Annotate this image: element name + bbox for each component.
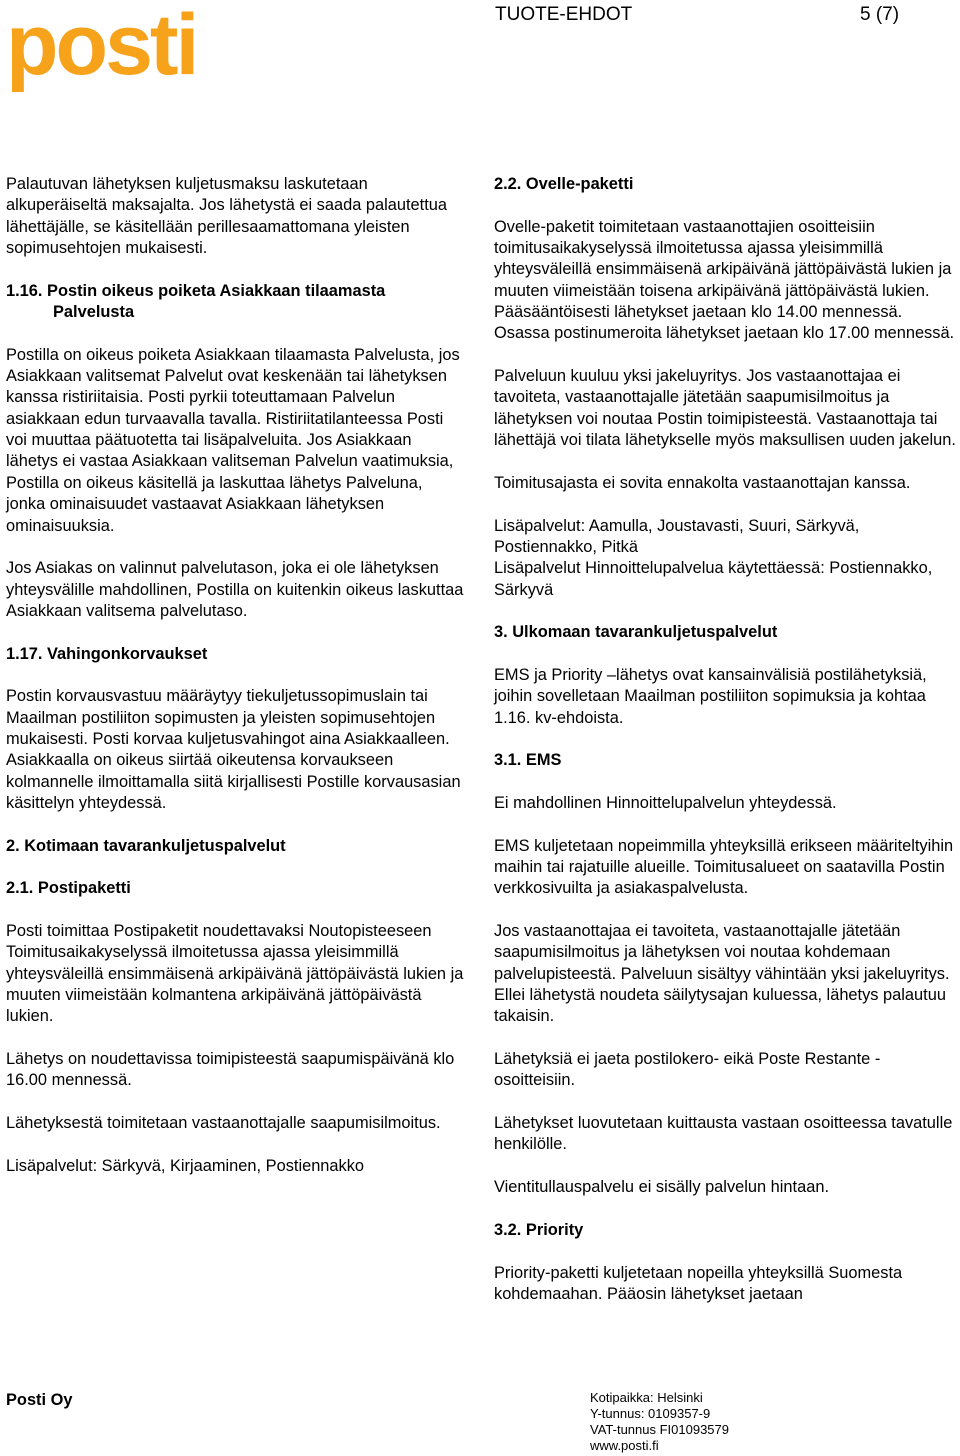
extra-services-line: Lisäpalvelut: Aamulla, Joustavasti, Suuri, Särkyvä, Postiennakko, Pitkä xyxy=(494,516,860,556)
paragraph-2-1-d: Lisäpalvelut: Särkyvä, Kirjaaminen, Postiennakko xyxy=(6,1156,365,1175)
document-title: TUOTE-EHDOT xyxy=(495,4,633,25)
posti-logo xyxy=(6,4,196,96)
svg-text:posti: posti xyxy=(6,4,196,93)
heading-2-2: 2.2. Ovelle-paketti xyxy=(494,175,634,193)
extra-services-pricing-line: Lisäpalvelut Hinnoittelupalvelua käytettäessä: Postiennakko, Särkyvä xyxy=(494,559,933,599)
footer-company-name: Posti Oy xyxy=(6,1391,73,1409)
paragraph-3: EMS ja Priority –lähetys ovat kansainvälisiä postilähetyksiä, joihin sovelletaan Maailman postiliiton sopimuksia ja kohtaa 1.16. kv-ehdoista. xyxy=(494,665,927,727)
paragraph-2-2-a: Ovelle-paketit toimitetaan vastaanottajien osoitteisiin toimitusaikakyselyssä ilmoitetussa ajassa yleisimmillä yhteysväleillä ensimmäisenä arkipäivänä jättöpäivästä lukien ja muuten viimeistään toisena arkipäivänä jättöpäivästä lukien. Pääsääntöisesti lähetykset jaetaan klo 14.00 mennessä. Osassa postinumeroita lähetykset jaetaan klo 17.00 mennessä. xyxy=(494,217,955,343)
heading-2: 2. Kotimaan tavarankuljetuspalvelut xyxy=(6,836,286,855)
paragraph-1-16-b: Jos Asiakas on valinnut palvelutason, joka ei ole lähetyksen yhteysvälille mahdollinen, Postilla on kuitenkin oikeus laskuttaa Asiakkaan valitsema palvelutaso. xyxy=(6,559,464,620)
heading-1-17: 1.17. Vahingonkorvaukset xyxy=(6,644,208,663)
paragraph-1-17: Postin korvausvastuu määräytyy tiekuljetussopimuslain tai Maailman postiliiton sopimusten ja yleisten sopimusehtojen mukaisesti. Posti korvaa kuljetusvahingot aina Asiakkaalleen. Asiakkaalla on oikeus siirtää oikeutensa korvaukseen kolmannelle ilmoittamalla siitä kirjallisesti Postille korvausasian käsittelyn yhteydessä. xyxy=(6,687,461,812)
paragraph-2-1-b: Lähetys on noudettavissa toimipisteestä saapumispäivänä klo 16.00 mennessä. xyxy=(6,1050,455,1090)
page-number: 5 (7) xyxy=(860,4,900,25)
heading-3-2: 3.2. Priority xyxy=(494,1220,584,1239)
paragraph-3-1-f: Vientitullauspalvelu ei sisälly palvelun hintaan. xyxy=(494,1178,830,1197)
paragraph-1-16-a: Postilla on oikeus poiketa Asiakkaan tilaamasta Palvelusta, jos Asiakkaan valitsemat Palvelut ovat keskenään tai lähetyksen kanssa ristiriitaisia. Posti pyrkii toteuttamaan Palvelun asiakkaan edun turvaavalla tavalla. Ristiriitatilanteessa Posti voi muuttaa päätuotetta tai lisäpalveluita. Jos Asiakkaan lähetys ei vastaa Asiakkaan valitseman Palvelun vaatimuksia, Postilla on oikeus käsitellä ja laskuttaa lähetys Palveluna, jonka ominaisuudet vastaavat Asiakkaan lähetyksen ominaisuuksia. xyxy=(6,345,460,535)
footer-website-link[interactable]: www.posti.fi xyxy=(590,1438,659,1453)
heading-2-1: 2.1. Postipaketti xyxy=(6,879,131,898)
heading-3: 3. Ulkomaan tavarankuljetuspalvelut xyxy=(494,623,778,642)
paragraph-2-1-a: Posti toimittaa Postipaketit noudettavaksi Noutopisteeseen Toimitusaikakyselyssä ilmoitetussa ajassa yleisimmillä yhteysväleillä ensimmäisenä arkipäivänä jättöpäivästä lukien ja muuten viimeistään kolmantena arkipäivänä jättöpäivästä lukien. xyxy=(6,922,464,1026)
footer-business-id: Y-tunnus: 0109357-9 xyxy=(590,1406,711,1421)
left-column xyxy=(6,174,466,1199)
paragraph-3-1-a: Ei mahdollinen Hinnoittelupalvelun yhteydessä. xyxy=(494,793,837,812)
paragraph-3-1-e: Lähetykset luovutetaan kuittausta vastaan osoitteessa tavatulle henkilölle. xyxy=(494,1114,953,1154)
paragraph-3-2: Priority-paketti kuljetetaan nopeilla yhteyksillä Suomesta kohdemaahan. Pääosin lähetykset jaetaan xyxy=(494,1263,903,1303)
footer-company-info xyxy=(590,1390,729,1454)
paragraph-3-1-d: Lähetyksiä ei jaeta postilokero- eikä Poste Restante -osoitteisiin. xyxy=(494,1050,881,1090)
paragraph-2-2-c: Toimitusajasta ei sovita ennakolta vastaanottajan kanssa. xyxy=(494,473,911,492)
heading-1-16: 1.16. Postin oikeus poiketa Asiakkaan tilaamasta Palvelusta xyxy=(6,281,386,322)
paragraph-2-1-c: Lähetyksestä toimitetaan vastaanottajalle saapumisilmoitus. xyxy=(6,1114,441,1133)
paragraph-return-cost: Palautuvan lähetyksen kuljetusmaksu laskutetaan alkuperäiseltä maksajalta. Jos lähetystä ei saada palautettua lähettäjälle, se käsitellään perillesaamattomana yleisten sopimusehtojen mukaisesti. xyxy=(6,175,447,258)
paragraph-3-1-c: Jos vastaanottajaa ei tavoiteta, vastaanottajalle jätetään saapumisilmoitus ja lähetyksen voi noutaa kohdemaan palvelupisteestä. Palveluun sisältyy vähintään yksi jakeluyritys. Ellei lähetystä noudeta säilytysajan kuluessa, lähetys palautuu takaisin. xyxy=(494,922,950,1026)
paragraph-2-2-b: Palveluun kuuluu yksi jakeluyritys. Jos vastaanottajaa ei tavoiteta, vastaanottajalle jätetään saapumisilmoitus ja lähetyksen voi noutaa Postin toimipisteestä. Vastaanottaja tai lähettäjä voi tilata lähetykselle myös maksullisen uuden jakelun. xyxy=(494,367,956,450)
footer-domicile: Kotipaikka: Helsinki xyxy=(590,1390,703,1405)
right-column xyxy=(494,174,960,1327)
footer-vat-id: VAT-tunnus FI01093579 xyxy=(590,1422,730,1437)
heading-3-1: 3.1. EMS xyxy=(494,751,562,770)
paragraph-2-2-d xyxy=(494,516,960,601)
paragraph-3-1-b: EMS kuljetetaan nopeimmilla yhteyksillä erikseen määriteltyihin maihin tai rajatuille alueille. Toimitusalueet on saatavilla Postin verkkosivuilta ja asiakaspalvelusta. xyxy=(494,836,954,898)
